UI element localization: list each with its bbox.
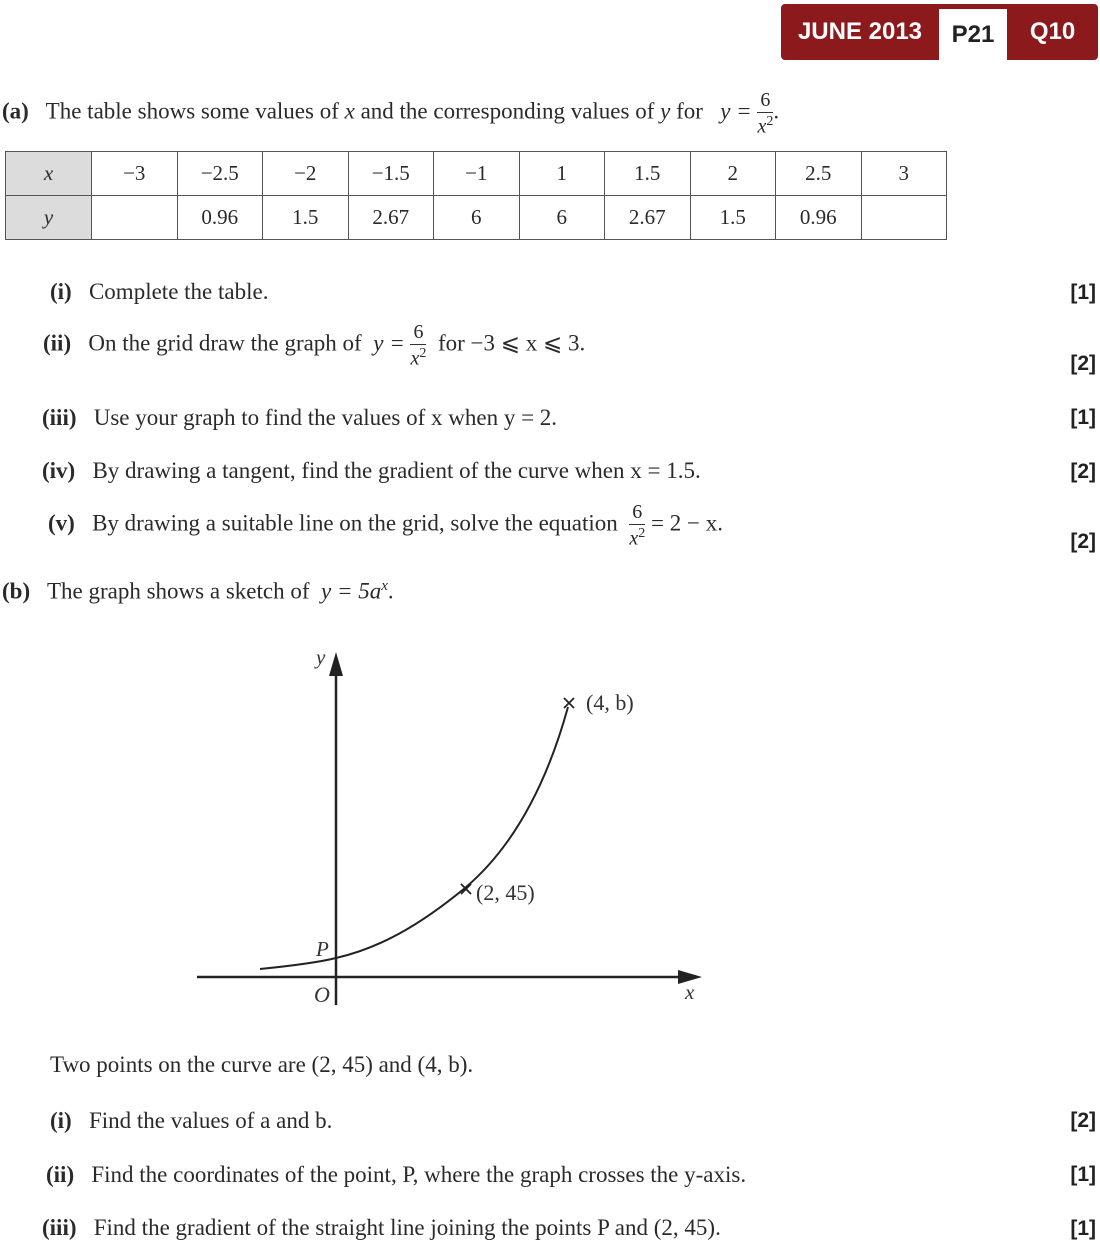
part-a-item-iv: (iv) By drawing a tangent, find the gradient of the curve when x = 1.5. (42, 458, 701, 483)
table-cell: 1.5 (605, 152, 691, 196)
marks-a-iv: [2] (1070, 460, 1096, 483)
table-cell: 0.96 (776, 196, 862, 240)
y-axis-label: y (316, 645, 326, 669)
part-a-intro: (a) The table shows some values of x and the corresponding values of y for y = $\frac{6}{x^2}$ . (2, 89, 780, 138)
part-b-label: (b) (2, 578, 31, 604)
part-b-item-i: (i) Find the values of a and b. (50, 1108, 333, 1133)
origin-label: O (314, 982, 330, 1007)
table-cell: 1 (519, 152, 605, 196)
table-cell: 2.67 (348, 196, 434, 240)
table-header-y: y (6, 196, 92, 240)
part-a-item-i: (i) Complete the table. (50, 279, 269, 304)
session-label: JUNE 2013 (797, 18, 923, 45)
table-cell: −1 (434, 152, 520, 196)
part-a-item-v: (v) By drawing a suitable line on the grid, solve the equation $\frac{6}{x^2}$ = 2 − x. (48, 501, 723, 550)
table-cell: 6 (519, 196, 605, 240)
table-cell: 6 (434, 196, 520, 240)
x-axis-label: x (685, 980, 695, 1004)
table-header-x: x (6, 152, 92, 196)
table-cell: −2.5 (177, 152, 263, 196)
part-b-intro: (b) The graph shows a sketch of $y = 5a^x$. (2, 578, 394, 604)
table-cell: 2.67 (605, 196, 691, 240)
table-cell: −3 (92, 152, 178, 196)
part-a-item-ii: (ii) On the grid draw the graph of y = $\frac{6}{x^2}$ for −3 ⩽ x ⩽ 3. (43, 321, 586, 370)
fraction-6-over-x2: $\frac{6}{x^2}$ (629, 501, 646, 550)
marks-b-iii: [1] (1070, 1217, 1096, 1240)
part-b-statement: Two points on the curve are (2, 45) and (4, b). (50, 1052, 474, 1077)
table-cell: −2 (263, 152, 349, 196)
paper-label: P21 (939, 9, 1007, 61)
table-cell: 1.5 (690, 196, 776, 240)
table-cell: −1.5 (348, 152, 434, 196)
part-a-label: (a) (2, 98, 29, 124)
table-cell: 2.5 (776, 152, 862, 196)
p-label: P (316, 937, 329, 961)
point-marker-4-b (564, 698, 574, 708)
part-b-item-iii: (iii) Find the gradient of the straight line joining the points P and (2, 45). (42, 1215, 721, 1240)
point-label-2-45: (2, 45) (476, 880, 535, 905)
fraction-6-over-x2: $\frac{6}{x^2}$ (410, 321, 427, 370)
table-cell: 1.5 (263, 196, 349, 240)
marks-b-ii: [1] (1070, 1163, 1096, 1186)
table-cell: 0.96 (177, 196, 263, 240)
question-label: Q10 (1029, 18, 1076, 45)
marks-a-v: [2] (1070, 530, 1096, 553)
table-cell: 2 (690, 152, 776, 196)
y-axis-arrow (329, 652, 343, 676)
curve (260, 707, 568, 969)
point-label-4-b: (4, b) (586, 690, 634, 715)
marks-a-i: [1] (1070, 281, 1096, 304)
part-b-item-ii: (ii) Find the coordinates of the point, P, where the graph crosses the y-axis. (46, 1162, 747, 1187)
table-cell: 3 (861, 152, 947, 196)
marks-b-i: [2] (1070, 1109, 1096, 1132)
marks-a-iii: [1] (1070, 406, 1096, 429)
fraction-6-over-x2: $\frac{6}{x^2}$ (757, 89, 774, 138)
marks-a-ii: [2] (1070, 352, 1096, 375)
part-a-item-iii: (iii) Use your graph to find the values of x when y = 2. (42, 405, 558, 430)
